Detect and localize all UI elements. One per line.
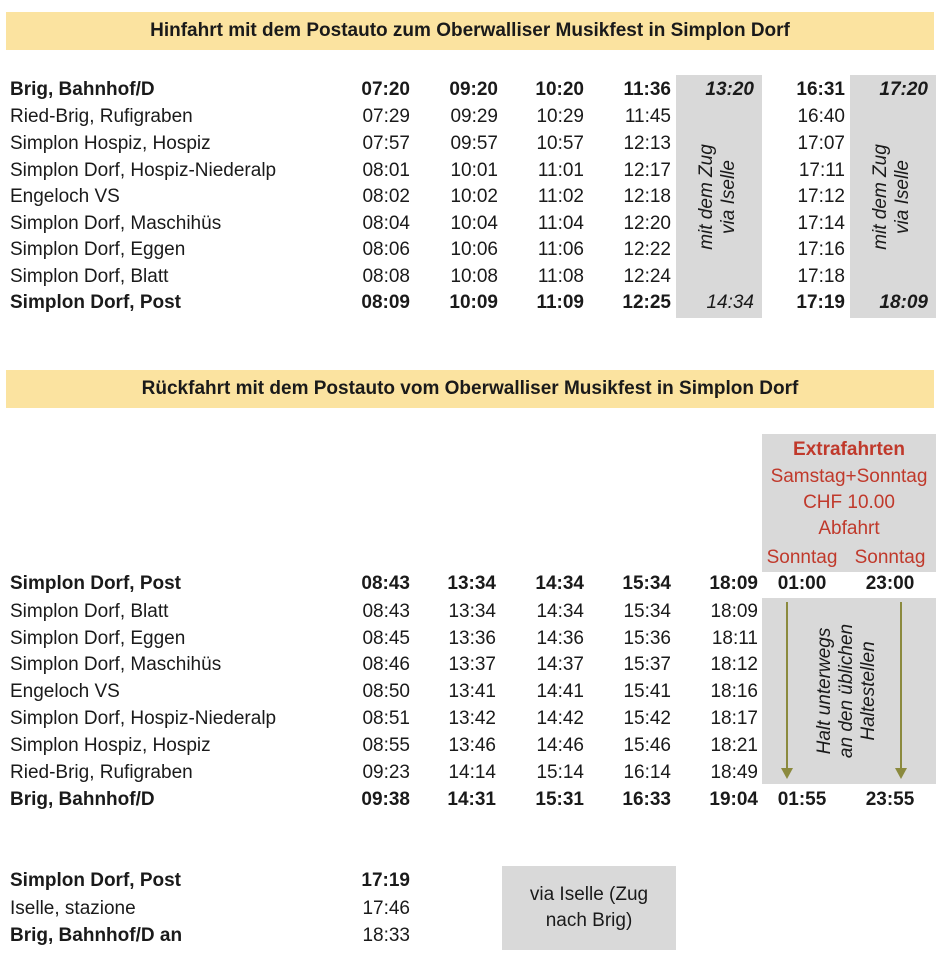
outbound-time: 08:08: [362, 266, 410, 287]
return-time: 08:46: [362, 654, 410, 675]
outbound-stop: Simplon Hospiz, Hospiz: [10, 133, 211, 154]
return-time: 13:34: [448, 601, 496, 622]
arrow-right-line: [900, 602, 902, 768]
outbound-time: 11:36: [623, 79, 671, 100]
outbound-time: 12:18: [623, 186, 671, 207]
return-time: 18:21: [710, 735, 758, 756]
return-time: 14:14: [448, 762, 496, 783]
return-time: 13:36: [448, 628, 496, 649]
train-note-1: [696, 125, 742, 269]
return-time: 14:41: [536, 681, 584, 702]
outbound-time: 09:29: [450, 106, 498, 127]
outbound-time: 17:19: [796, 292, 845, 313]
outbound-stop: Ried-Brig, Rufigraben: [10, 106, 193, 127]
outbound-time: 08:01: [362, 160, 410, 181]
return-time: 18:09: [709, 573, 758, 594]
return-time: 08:43: [361, 573, 410, 594]
return-time: 08:45: [362, 628, 410, 649]
return-time: 18:17: [710, 708, 758, 729]
halt-note-line: Halt unterwegs: [814, 627, 835, 755]
return-time: 15:34: [622, 573, 671, 594]
return-title: Rückfahrt mit dem Postauto vom Oberwalliser Musikfest in Simplon Dorf: [6, 370, 934, 408]
return-time: 09:23: [362, 762, 410, 783]
iselle-time: 17:46: [362, 898, 410, 919]
return-time: 19:04: [709, 789, 758, 810]
outbound-time: 17:07: [797, 133, 845, 154]
outbound-time: 11:45: [624, 106, 671, 127]
arrow-down-icon: [781, 768, 793, 779]
extra-departure: 01:00: [777, 573, 827, 594]
outbound-time: 08:06: [362, 239, 410, 260]
return-time: 13:37: [448, 654, 496, 675]
return-stop: Simplon Dorf, Eggen: [10, 628, 186, 649]
outbound-time: 10:20: [535, 79, 584, 100]
outbound-time: 11:06: [537, 239, 584, 260]
return-time: 15:14: [536, 762, 584, 783]
return-time: 14:34: [536, 601, 584, 622]
outbound-time: 10:06: [450, 239, 498, 260]
outbound-time: 12:22: [623, 239, 671, 260]
return-stop: Simplon Hospiz, Hospiz: [10, 735, 211, 756]
return-time: 08:50: [362, 681, 410, 702]
return-time: 15:41: [623, 681, 671, 702]
train-note-line: via Iselle: [718, 160, 739, 234]
outbound-title: Hinfahrt mit dem Postauto zum Oberwalliser Musikfest in Simplon Dorf: [6, 12, 934, 50]
return-time: 13:34: [447, 573, 496, 594]
return-time: 14:37: [536, 654, 584, 675]
outbound-time: 17:12: [797, 186, 845, 207]
return-time: 15:36: [623, 628, 671, 649]
iselle-note: [502, 866, 676, 950]
halt-note: [814, 614, 884, 768]
iselle-time: 18:33: [362, 925, 410, 946]
arrow-down-icon: [895, 768, 907, 779]
halt-note-line: an den üblichen: [836, 623, 857, 759]
outbound-stop: Brig, Bahnhof/D: [10, 79, 155, 100]
return-time: 15:31: [535, 789, 584, 810]
outbound-time: 10:02: [450, 186, 498, 207]
outbound-time: 12:17: [623, 160, 671, 181]
outbound-time: 17:16: [797, 239, 845, 260]
extra-arrival: 23:55: [865, 789, 915, 810]
outbound-time: 12:13: [623, 133, 671, 154]
outbound-time: 07:20: [361, 79, 410, 100]
return-time: 13:46: [448, 735, 496, 756]
return-time: 16:33: [622, 789, 671, 810]
return-stop: Simplon Dorf, Post: [10, 573, 181, 594]
extra-trips-days: Samstag+Sonntag: [770, 466, 928, 487]
iselle-time: 17:19: [361, 870, 410, 891]
outbound-time: 10:04: [450, 213, 498, 234]
outbound-time: 10:08: [450, 266, 498, 287]
return-time: 14:34: [535, 573, 584, 594]
outbound-time: 12:25: [622, 292, 671, 313]
iselle-stop: Iselle, stazione: [10, 898, 136, 919]
outbound-time: 11:01: [537, 160, 584, 181]
outbound-time: 07:29: [362, 106, 410, 127]
iselle-note-line: nach Brig): [545, 910, 633, 931]
return-time: 08:55: [362, 735, 410, 756]
return-time: 15:46: [623, 735, 671, 756]
outbound-time: 11:08: [537, 266, 584, 287]
outbound-time: 09:57: [450, 133, 498, 154]
outbound-time: 11:09: [536, 292, 584, 313]
train-note-2: [870, 125, 916, 269]
outbound-stop: Simplon Dorf, Hospiz-Niederalp: [10, 160, 277, 181]
return-stop: Brig, Bahnhof/D: [10, 789, 155, 810]
train-note-line: mit dem Zug: [696, 144, 717, 250]
return-time: 08:51: [362, 708, 410, 729]
outbound-stop: Simplon Dorf, Post: [10, 292, 181, 313]
return-stop: Ried-Brig, Rufigraben: [10, 762, 193, 783]
outbound-time: 07:57: [362, 133, 410, 154]
train-note-line: via Iselle: [892, 160, 913, 234]
return-time: 14:42: [536, 708, 584, 729]
extra-arrival: 01:55: [777, 789, 827, 810]
return-time: 13:41: [448, 681, 496, 702]
return-time: 18:12: [710, 654, 758, 675]
extra-departure: 23:00: [865, 573, 915, 594]
outbound-stop: Simplon Dorf, Maschihüs: [10, 213, 222, 234]
extra-trips-day: Sonntag: [854, 547, 926, 568]
outbound-time: 17:14: [797, 213, 845, 234]
outbound-time: 12:24: [623, 266, 671, 287]
return-time: 09:38: [361, 789, 410, 810]
extra-trips-label: Abfahrt: [818, 518, 880, 539]
outbound-time: 16:31: [796, 79, 845, 100]
outbound-time: 10:29: [536, 106, 584, 127]
iselle-stop: Brig, Bahnhof/D an: [10, 925, 183, 946]
outbound-stop: Simplon Dorf, Blatt: [10, 266, 169, 287]
return-time: 14:36: [536, 628, 584, 649]
train-note-line: mit dem Zug: [870, 144, 891, 250]
arrow-left-line: [786, 602, 788, 768]
return-time: 18:16: [710, 681, 758, 702]
return-stop: Simplon Dorf, Blatt: [10, 601, 169, 622]
return-time: 15:42: [623, 708, 671, 729]
return-time: 15:37: [623, 654, 671, 675]
outbound-time: 10:57: [536, 133, 584, 154]
return-time: 18:09: [710, 601, 758, 622]
outbound-time: 11:04: [537, 213, 584, 234]
outbound-time: 08:02: [362, 186, 410, 207]
return-time: 18:49: [710, 762, 758, 783]
return-time: 14:31: [447, 789, 496, 810]
outbound-time: 16:40: [797, 106, 845, 127]
return-time: 18:11: [711, 628, 758, 649]
return-time: 16:14: [623, 762, 671, 783]
outbound-time: 10:09: [449, 292, 498, 313]
outbound-time: 12:20: [623, 213, 671, 234]
iselle-stop: Simplon Dorf, Post: [10, 870, 181, 891]
extra-trips-day: Sonntag: [766, 547, 838, 568]
iselle-note-line: via Iselle (Zug: [529, 884, 649, 905]
outbound-time: 11:02: [537, 186, 584, 207]
extra-trips-title: Extrafahrten: [793, 439, 905, 460]
train-arrival: 18:09: [879, 292, 928, 313]
outbound-stop: Engeloch VS: [10, 186, 120, 207]
outbound-stop: Simplon Dorf, Eggen: [10, 239, 186, 260]
return-stop: Engeloch VS: [10, 681, 120, 702]
return-time: 15:34: [623, 601, 671, 622]
extra-trips-price: CHF 10.00: [803, 492, 895, 513]
return-time: 08:43: [362, 601, 410, 622]
train-departure: 17:20: [879, 79, 928, 100]
outbound-time: 09:20: [449, 79, 498, 100]
train-departure: 13:20: [705, 79, 754, 100]
halt-note-line: Haltestellen: [858, 641, 879, 741]
return-stop: Simplon Dorf, Hospiz-Niederalp: [10, 708, 277, 729]
train-arrival: 14:34: [706, 292, 754, 313]
return-time: 13:42: [448, 708, 496, 729]
outbound-time: 10:01: [450, 160, 498, 181]
outbound-time: 08:09: [361, 292, 410, 313]
return-time: 14:46: [536, 735, 584, 756]
outbound-time: 17:18: [797, 266, 845, 287]
outbound-time: 17:11: [798, 160, 845, 181]
outbound-time: 08:04: [362, 213, 410, 234]
return-stop: Simplon Dorf, Maschihüs: [10, 654, 222, 675]
